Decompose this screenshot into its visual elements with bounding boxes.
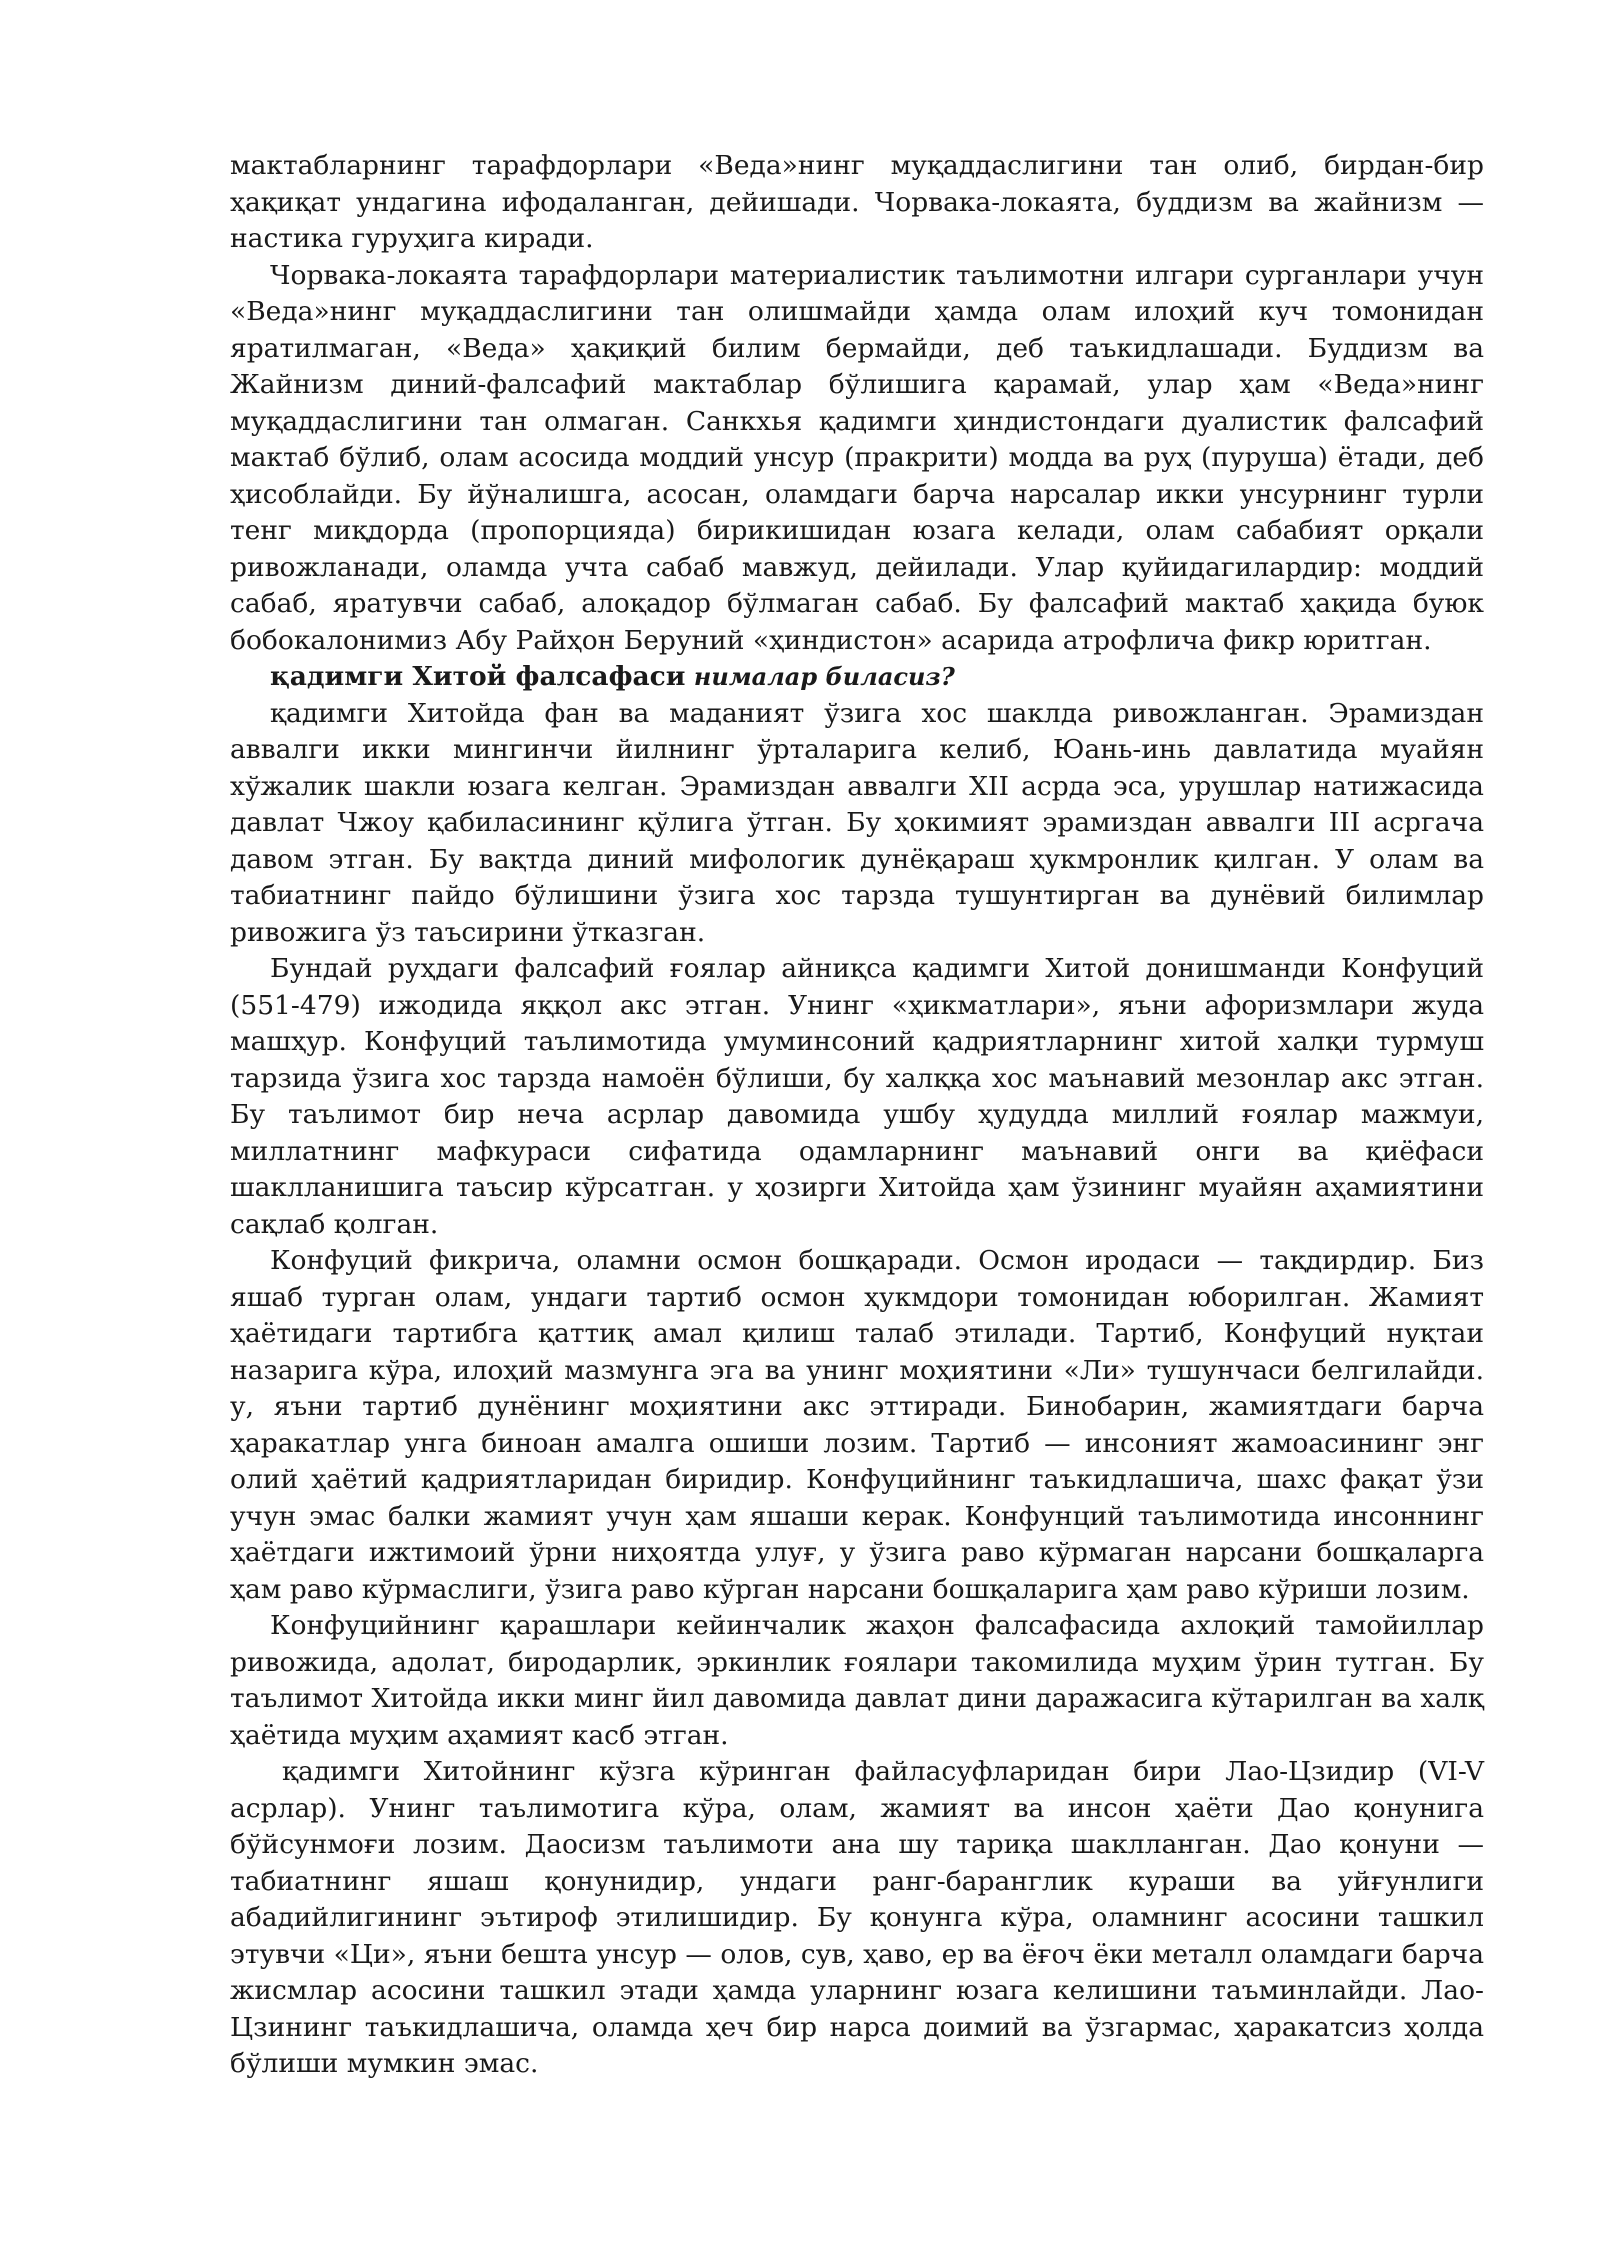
heading-title: қадимги Хитой фалсафаси [270, 661, 686, 692]
section-heading [230, 659, 1484, 696]
paragraph-4: Бундай руҳдаги фалсафий ғоялар айниқса қадимги Хитой донишманди Конфуций (551-479) ижодида яққол акс этган. Унинг «ҳикматлари», яъни афоризмлари жуда машҳур. Конфуций таълимотида умуминсоний қадриятларнинг хитой халқи турмуш тарзида ўзига хос тарзда намоён бўлиши, бу халққа хос маънавий мезонлар акс этган. Бу таълимот бир неча асрлар давомида ушбу ҳудудда миллий ғоялар мажмуи, миллатнинг мафкураси сифатида одамларнинг маънавий онги ва қиёфаси шаклланишига таъсир кўрсатган. у ҳозирги Хитойда ҳам ўзининг муайян аҳамиятини сақлаб қолган. [230, 953, 1484, 1240]
document-page [230, 148, 1484, 2083]
paragraph-7: қадимги Хитойнинг кўзга кўринган файласуфларидан бири Лао-Цзидир (VI-V асрлар). Унинг таълимотига кўра, олам, жамият ва инсон ҳаёти Дао қонунига бўйсунмоғи лозим. Даосизм таълимоти ана шу тариқа шаклланган. Дао қонуни — табиатнинг яшаш қонунидир, ундаги ранг-баранглик кураши ва уйғунлиги абадийлигининг эътироф этилишидир. Бу қонунга кўра, оламнинг асосини ташкил этувчи «Ци», яъни бешта унсур — олов, сув, ҳаво, ер ва ёғоч ёки металл оламдаги барча жисмлар асосини ташкил этади ҳамда уларнинг юзага келишини таъминлайди. Лао-Цзининг таъкидлашича, оламда ҳеч бир нарса доимий ва ўзгармас, ҳаракатсиз ҳолда бўлиши мумкин эмас. [230, 1756, 1484, 2079]
paragraph-6: Конфуцийнинг қарашлари кейинчалик жаҳон фалсафасида ахлоқий тамойиллар ривожида, адолат, биродарлик, эркинлик ғоялари такомилида муҳим ўрин тутган. Бу таълимот Хитойда икки минг йил давомида давлат дини даражасига кўтарилган ва халқ ҳаётида муҳим аҳамият касб этган. [230, 1610, 1484, 1751]
paragraph-2: Чорвака-локаята тарафдорлари материалистик таълимотни илгари сурганлари учун «Веда»нинг муқаддаслигини тан олишмайди ҳамда олам илоҳий куч томонидан яратилмаган, «Веда» ҳақиқий билим бермайди, деб таъкидлашади. Буддизм ва Жайнизм диний-фалсафий мактаблар бўлишига қарамай, улар ҳам «Веда»нинг муқаддаслигини тан олмаган. Санкхья қадимги ҳиндистондаги дуалистик фалсафий мактаб бўлиб, олам асосида моддий унсур (пракрити) модда ва руҳ (пуруша) ётади, деб ҳисоблайди. Бу йўналишга, асосан, оламдаги барча нарсалар икки унсурнинг турли тенг миқдорда (пропорцияда) бирикишидан юзага келади, олам сабабият орқали ривожланади, оламда учта сабаб мавжуд, дейилади. Улар қуйидагилардир: моддий сабаб, яратувчи сабаб, алоқадор бўлмаган сабаб. Бу фалсафий мактаб ҳақида буюк бобокалонимиз Абу Райҳон Беруний «ҳиндистон» асарида атрофлича фикр юритган. [230, 259, 1484, 656]
paragraph-5: Конфуций фикрича, оламни осмон бошқаради. Осмон иродаси — тақдирдир. Биз яшаб турган олам, ундаги тартиб осмон ҳукмдори томонидан юборилган. Жамият ҳаётидаги тартибга қаттиқ амал қилиш талаб этилади. Тартиб, Конфуций нуқтаи назарига кўра, илоҳий мазмунга эга ва унинг моҳиятини «Ли» тушунчаси белгилайди. у, яъни тартиб дунёнинг моҳиятини акс эттиради. Бинобарин, жамиятдаги барча ҳаракатлар унга биноан амалга ошиши лозим. Тартиб — инсоният жамоасининг энг олий ҳаётий қадриятларидан биридир. Конфуцийнинг таъкидлашича, шахс фақат ўзи учун эмас балки жамият учун ҳам яшаши керак. Конфунций таълимотида инсоннинг ҳаётдаги ижтимоий ўрни ниҳоятда улуғ, у ўзига раво кўрмаган нарсани бошқаларга ҳам раво кўрмаслиги, ўзига раво кўрган нарсани бошқаларига ҳам раво кўриши лозим. [230, 1245, 1484, 1605]
paragraph-3: қадимги Хитойда фан ва маданият ўзига хос шаклда ривожланган. Эрамиздан аввалги икки мингинчи йилнинг ўрталарига келиб, Юань-инь давлатида муайян хўжалик шакли юзага келган. Эрамиздан аввалги XII асрда эса, урушлар натижасида давлат Чжоу қабиласининг қўлига ўтган. Бу ҳокимият эрамиздан аввалги III асргача давом этган. Бу вақтда диний мифологик дунёқараш ҳукмронлик қилган. У олам ва табиатнинг пайдо бўлишини ўзига хос тарзда тушунтирган ва дунёвий билимлар ривожига ўз таъсирини ўтказган. [230, 697, 1484, 948]
paragraph-1: мактабларнинг тарафдорлари «Веда»нинг муқаддаслигини тан олиб, бирдан-бир ҳақиқат ундагина ифодаланган, дейишади. Чорвака-локаята, буддизм ва жайнизм — настика гуруҳига киради. [230, 150, 1484, 254]
heading-subtitle: нималар биласиз? [693, 662, 955, 691]
